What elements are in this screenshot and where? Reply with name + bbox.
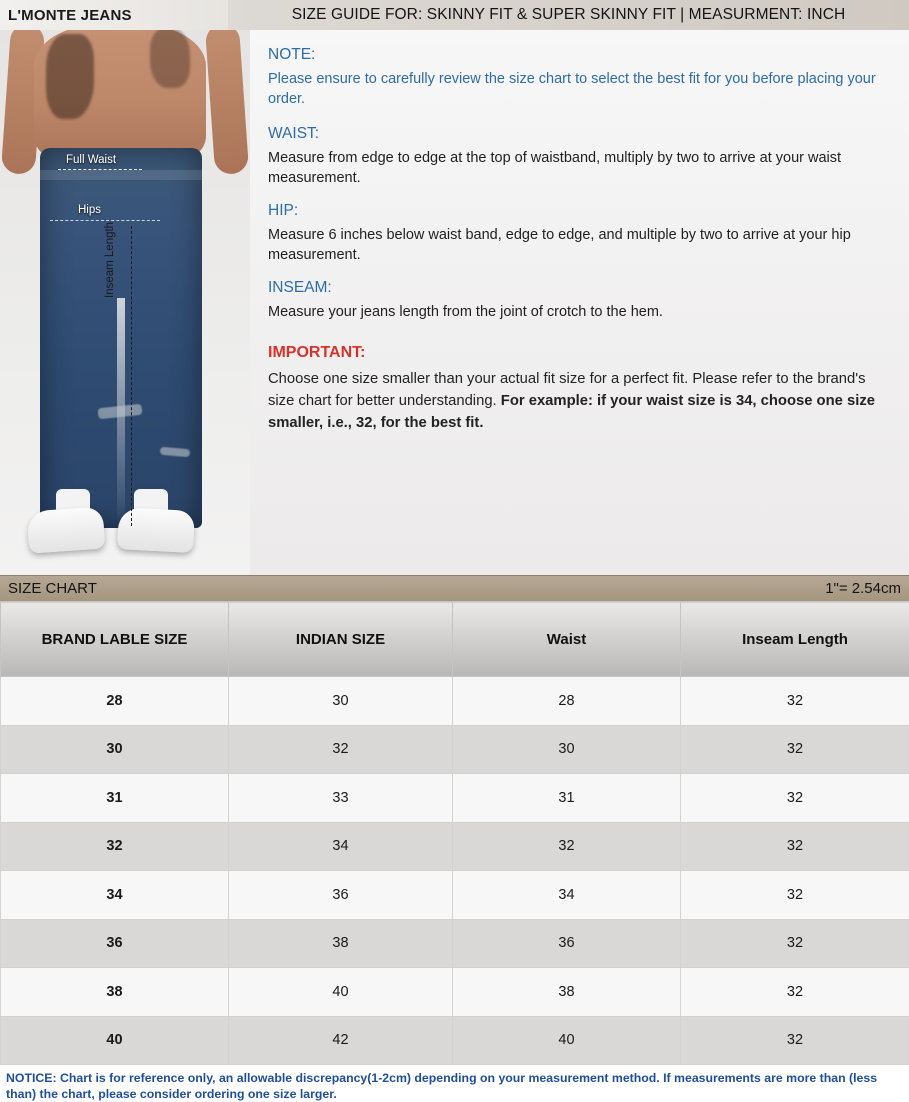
- cell-inseam: 32: [681, 968, 909, 1017]
- important-text-part1: Choose one size smaller than your actual fit size for a perfect fit. Please refer to the brand's size chart for better understanding.: [268, 371, 865, 409]
- cell-inseam: 32: [681, 919, 909, 968]
- cell-inseam: 32: [681, 774, 909, 823]
- cell-indian-size: 36: [229, 871, 453, 920]
- shoe-right-shape: [117, 507, 195, 553]
- hips-label: Hips: [78, 204, 101, 216]
- cell-indian-size: 34: [229, 822, 453, 871]
- cell-indian-size: 30: [229, 677, 453, 726]
- cell-waist: 34: [453, 871, 681, 920]
- table-row: [1, 774, 909, 823]
- cell-waist: 32: [453, 822, 681, 871]
- note-heading: NOTE:: [268, 46, 891, 64]
- jeans-rip-2: [160, 447, 191, 458]
- model-photo: [0, 30, 250, 575]
- column-header-indian-size: INDIAN SIZE: [229, 602, 453, 677]
- hip-heading: HIP:: [268, 202, 891, 220]
- table-row: [1, 1016, 909, 1065]
- note-text: Please ensure to carefully review the size chart to select the best fit for you before placing your order.: [268, 69, 891, 109]
- hips-measure-line: [50, 220, 160, 221]
- cell-waist: 38: [453, 968, 681, 1017]
- cell-waist: 31: [453, 774, 681, 823]
- inseam-measure-line: [131, 226, 132, 526]
- table-row: [1, 822, 909, 871]
- inseam-text: Measure your jeans length from the joint of crotch to the hem.: [268, 302, 891, 322]
- cell-brand-size: 40: [1, 1016, 229, 1065]
- cell-indian-size: 38: [229, 919, 453, 968]
- hip-text: Measure 6 inches below waist band, edge to edge, and multiple by two to arrive at your hip measurement.: [268, 225, 891, 265]
- inseam-length-label: Inseam Length: [104, 222, 116, 298]
- cell-indian-size: 40: [229, 968, 453, 1017]
- size-chart-label: SIZE CHART: [8, 580, 97, 597]
- cell-inseam: 32: [681, 871, 909, 920]
- cell-waist: 40: [453, 1016, 681, 1065]
- table-row: [1, 968, 909, 1017]
- unit-conversion-label: 1"= 2.54cm: [825, 580, 901, 597]
- inseam-heading: INSEAM:: [268, 279, 891, 297]
- top-section: [0, 30, 909, 575]
- instructions-panel: [250, 30, 909, 575]
- jeans-rip-1: [98, 404, 143, 420]
- arm-right-shape: [205, 30, 249, 175]
- column-header-inseam-length: Inseam Length: [681, 602, 909, 677]
- cell-inseam: 32: [681, 677, 909, 726]
- cell-brand-size: 28: [1, 677, 229, 726]
- cell-inseam: 32: [681, 1016, 909, 1065]
- cell-indian-size: 32: [229, 725, 453, 774]
- cell-waist: 36: [453, 919, 681, 968]
- size-chart-bar: [0, 575, 909, 601]
- important-heading: IMPORTANT:: [268, 344, 891, 362]
- column-header-waist: Waist: [453, 602, 681, 677]
- notice-text: NOTICE: Chart is for reference only, an allowable discrepancy(1-2cm) depending on your measurement method. If measurements are more than (less than) the chart, please consider ordering one size larger.: [0, 1065, 909, 1102]
- header: [0, 0, 909, 30]
- cell-indian-size: 33: [229, 774, 453, 823]
- table-row: [1, 725, 909, 774]
- table-row: [1, 919, 909, 968]
- waist-measure-line: [58, 169, 142, 170]
- shoe-left-shape: [27, 506, 106, 553]
- cell-brand-size: 32: [1, 822, 229, 871]
- cell-brand-size: 36: [1, 919, 229, 968]
- cell-inseam: 32: [681, 822, 909, 871]
- page-title: SIZE GUIDE FOR: SKINNY FIT & SUPER SKINNY FIT | MEASURMENT: INCH: [228, 0, 909, 30]
- torso-shape: [34, 30, 206, 164]
- column-header-brand-size: BRAND LABLE SIZE: [1, 602, 229, 677]
- table-row: [1, 677, 909, 726]
- cell-waist: 30: [453, 725, 681, 774]
- waist-text: Measure from edge to edge at the top of waistband, multiply by two to arrive at your waist measurement.: [268, 148, 891, 188]
- jeans-shape: [40, 148, 202, 528]
- cell-brand-size: 38: [1, 968, 229, 1017]
- waist-heading: WAIST:: [268, 125, 891, 143]
- brand-name: L'MONTE JEANS: [0, 0, 228, 30]
- important-text-part2: For example: if your waist size is 34, choose one size smaller, i.e., 32, for the best fit.: [268, 393, 875, 431]
- important-text: [268, 368, 891, 434]
- cell-waist: 28: [453, 677, 681, 726]
- cell-inseam: 32: [681, 725, 909, 774]
- cell-brand-size: 31: [1, 774, 229, 823]
- cell-brand-size: 30: [1, 725, 229, 774]
- table-row: [1, 871, 909, 920]
- size-table: [0, 601, 909, 1065]
- table-header-row: [1, 602, 909, 677]
- cell-brand-size: 34: [1, 871, 229, 920]
- cell-indian-size: 42: [229, 1016, 453, 1065]
- full-waist-label: Full Waist: [66, 154, 116, 166]
